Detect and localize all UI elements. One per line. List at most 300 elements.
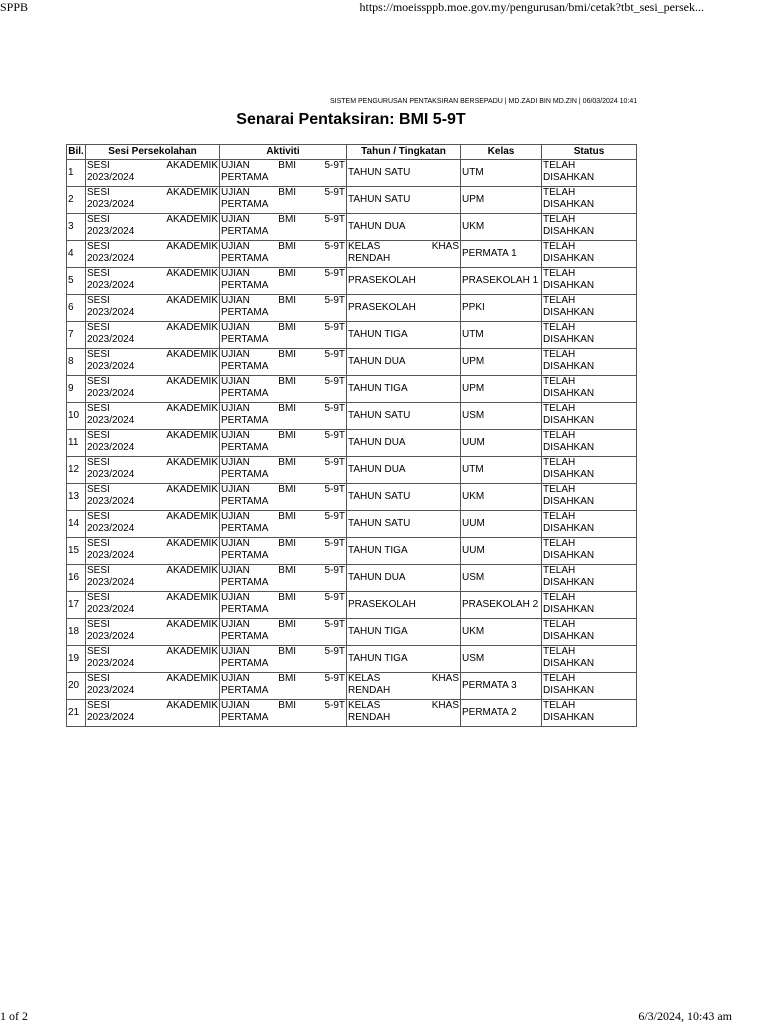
page-title: Senarai Pentaksiran: BMI 5-9T: [236, 111, 466, 128]
table-row: [67, 457, 637, 484]
sesi-akademik: AKADEMIK: [166, 646, 218, 657]
status-line1: TELAH: [543, 592, 576, 603]
aktiviti-code: 5-9T: [324, 592, 345, 603]
status-line1: TELAH: [543, 484, 576, 495]
cell-kelas: UUM: [461, 511, 542, 538]
aktiviti-code: 5-9T: [324, 241, 345, 252]
cell-bil: 2: [67, 187, 86, 214]
sesi-word: SESI: [87, 700, 110, 711]
status-line2: DISAHKAN: [543, 226, 595, 237]
cell-status: [542, 619, 637, 646]
sesi-akademik: AKADEMIK: [166, 511, 218, 522]
cell-tahun: [347, 241, 461, 268]
print-footer-page: 1 of 2: [0, 1009, 28, 1023]
cell-tahun: TAHUN SATU: [347, 403, 461, 430]
sesi-year: 2023/2024: [87, 604, 135, 615]
status-line2: DISAHKAN: [543, 172, 595, 183]
sesi-word: SESI: [87, 430, 110, 441]
status-line2: DISAHKAN: [543, 307, 595, 318]
cell-kelas: UKM: [461, 484, 542, 511]
cell-bil: 17: [67, 592, 86, 619]
sesi-word: SESI: [87, 160, 110, 171]
aktiviti-code: 5-9T: [324, 673, 345, 684]
table-row: [67, 322, 637, 349]
sesi-akademik: AKADEMIK: [166, 565, 218, 576]
table-row: [67, 349, 637, 376]
status-line2: DISAHKAN: [543, 631, 595, 642]
cell-aktiviti: [220, 403, 347, 430]
aktiviti-pertama: PERTAMA: [221, 415, 269, 426]
status-line1: TELAH: [543, 376, 576, 387]
cell-status: [542, 295, 637, 322]
cell-tahun: TAHUN DUA: [347, 430, 461, 457]
aktiviti-pertama: PERTAMA: [221, 172, 269, 183]
sesi-year: 2023/2024: [87, 496, 135, 507]
aktiviti-ujian: UJIAN: [221, 538, 250, 549]
aktiviti-code: 5-9T: [324, 403, 345, 414]
aktiviti-code: 5-9T: [324, 484, 345, 495]
sesi-akademik: AKADEMIK: [166, 160, 218, 171]
aktiviti-code: 5-9T: [324, 700, 345, 711]
cell-sesi: [86, 214, 220, 241]
sesi-akademik: AKADEMIK: [166, 295, 218, 306]
cell-bil: 20: [67, 673, 86, 700]
cell-aktiviti: [220, 160, 347, 187]
aktiviti-bmi: BMI: [278, 349, 297, 360]
cell-kelas: USM: [461, 403, 542, 430]
table-row: [67, 565, 637, 592]
cell-status: [542, 403, 637, 430]
aktiviti-ujian: UJIAN: [221, 484, 250, 495]
cell-kelas: UPM: [461, 187, 542, 214]
print-header-title: SPPB: [0, 0, 29, 14]
cell-sesi: [86, 646, 220, 673]
sesi-akademik: AKADEMIK: [166, 322, 218, 333]
cell-tahun: TAHUN SATU: [347, 511, 461, 538]
aktiviti-pertama: PERTAMA: [221, 199, 269, 210]
cell-aktiviti: [220, 187, 347, 214]
aktiviti-ujian: UJIAN: [221, 403, 250, 414]
status-line1: TELAH: [543, 430, 576, 441]
aktiviti-bmi: BMI: [278, 700, 297, 711]
cell-bil: 1: [67, 160, 86, 187]
aktiviti-code: 5-9T: [324, 160, 345, 171]
cell-aktiviti: [220, 349, 347, 376]
aktiviti-pertama: PERTAMA: [221, 334, 269, 345]
sesi-akademik: AKADEMIK: [166, 403, 218, 414]
aktiviti-bmi: BMI: [278, 376, 297, 387]
sesi-akademik: AKADEMIK: [166, 430, 218, 441]
aktiviti-code: 5-9T: [324, 511, 345, 522]
cell-sesi: [86, 565, 220, 592]
aktiviti-code: 5-9T: [324, 430, 345, 441]
sesi-year: 2023/2024: [87, 577, 135, 588]
aktiviti-pertama: PERTAMA: [221, 253, 269, 264]
status-line1: TELAH: [543, 511, 576, 522]
sesi-akademik: AKADEMIK: [166, 187, 218, 198]
cell-sesi: [86, 268, 220, 295]
table-row: [67, 214, 637, 241]
cell-status: [542, 241, 637, 268]
cell-tahun: PRASEKOLAH: [347, 295, 461, 322]
status-line2: DISAHKAN: [543, 415, 595, 426]
cell-status: [542, 322, 637, 349]
sesi-akademik: AKADEMIK: [166, 700, 218, 711]
aktiviti-ujian: UJIAN: [221, 430, 250, 441]
cell-status: [542, 160, 637, 187]
cell-sesi: [86, 592, 220, 619]
status-line1: TELAH: [543, 673, 576, 684]
sesi-year: 2023/2024: [87, 631, 135, 642]
cell-aktiviti: [220, 592, 347, 619]
aktiviti-code: 5-9T: [324, 646, 345, 657]
cell-bil: 3: [67, 214, 86, 241]
cell-aktiviti: [220, 484, 347, 511]
cell-kelas: UPM: [461, 349, 542, 376]
cell-aktiviti: [220, 268, 347, 295]
sesi-akademik: AKADEMIK: [166, 592, 218, 603]
cell-sesi: [86, 160, 220, 187]
aktiviti-bmi: BMI: [278, 673, 297, 684]
sesi-akademik: AKADEMIK: [166, 538, 218, 549]
sesi-year: 2023/2024: [87, 685, 135, 696]
aktiviti-ujian: UJIAN: [221, 214, 250, 225]
aktiviti-pertama: PERTAMA: [221, 307, 269, 318]
aktiviti-bmi: BMI: [278, 241, 297, 252]
cell-sesi: [86, 403, 220, 430]
cell-tahun: TAHUN TIGA: [347, 646, 461, 673]
cell-tahun: PRASEKOLAH: [347, 592, 461, 619]
aktiviti-ujian: UJIAN: [221, 457, 250, 468]
aktiviti-ujian: UJIAN: [221, 322, 250, 333]
cell-aktiviti: [220, 619, 347, 646]
cell-kelas: USM: [461, 565, 542, 592]
cell-aktiviti: [220, 214, 347, 241]
cell-aktiviti: [220, 538, 347, 565]
table-row: [67, 268, 637, 295]
cell-aktiviti: [220, 511, 347, 538]
cell-bil: 9: [67, 376, 86, 403]
table-row: [67, 160, 637, 187]
sesi-word: SESI: [87, 592, 110, 603]
cell-status: [542, 457, 637, 484]
print-header-url: https://moeissppb.moe.gov.my/pengurusan/bmi/cetak?tbt_sesi_persek...: [359, 0, 704, 14]
status-line2: DISAHKAN: [543, 685, 595, 696]
aktiviti-code: 5-9T: [324, 214, 345, 225]
aktiviti-code: 5-9T: [324, 565, 345, 576]
cell-bil: 19: [67, 646, 86, 673]
cell-sesi: [86, 430, 220, 457]
status-line1: TELAH: [543, 322, 576, 333]
aktiviti-code: 5-9T: [324, 457, 345, 468]
aktiviti-pertama: PERTAMA: [221, 712, 269, 723]
aktiviti-bmi: BMI: [278, 457, 297, 468]
cell-aktiviti: [220, 565, 347, 592]
sesi-word: SESI: [87, 295, 110, 306]
assessment-table: [66, 144, 637, 727]
sesi-year: 2023/2024: [87, 469, 135, 480]
aktiviti-code: 5-9T: [324, 349, 345, 360]
aktiviti-pertama: PERTAMA: [221, 361, 269, 372]
cell-bil: 21: [67, 700, 86, 727]
aktiviti-ujian: UJIAN: [221, 565, 250, 576]
aktiviti-pertama: PERTAMA: [221, 631, 269, 642]
aktiviti-ujian: UJIAN: [221, 241, 250, 252]
sesi-year: 2023/2024: [87, 523, 135, 534]
status-line1: TELAH: [543, 619, 576, 630]
sesi-year: 2023/2024: [87, 307, 135, 318]
cell-status: [542, 214, 637, 241]
aktiviti-ujian: UJIAN: [221, 673, 250, 684]
cell-aktiviti: [220, 295, 347, 322]
sesi-akademik: AKADEMIK: [166, 241, 218, 252]
aktiviti-ujian: UJIAN: [221, 349, 250, 360]
cell-bil: 5: [67, 268, 86, 295]
aktiviti-bmi: BMI: [278, 484, 297, 495]
status-line1: TELAH: [543, 538, 576, 549]
cell-bil: 10: [67, 403, 86, 430]
cell-status: [542, 268, 637, 295]
sesi-word: SESI: [87, 511, 110, 522]
sesi-year: 2023/2024: [87, 361, 135, 372]
aktiviti-pertama: PERTAMA: [221, 550, 269, 561]
aktiviti-code: 5-9T: [324, 619, 345, 630]
aktiviti-pertama: PERTAMA: [221, 577, 269, 588]
cell-tahun: TAHUN TIGA: [347, 322, 461, 349]
status-line1: TELAH: [543, 295, 576, 306]
aktiviti-pertama: PERTAMA: [221, 226, 269, 237]
status-line2: DISAHKAN: [543, 199, 595, 210]
status-line2: DISAHKAN: [543, 253, 595, 264]
cell-tahun: TAHUN SATU: [347, 187, 461, 214]
table-row: [67, 538, 637, 565]
table-row: [67, 295, 637, 322]
cell-kelas: PRASEKOLAH 1: [461, 268, 542, 295]
cell-status: [542, 484, 637, 511]
sesi-word: SESI: [87, 619, 110, 630]
aktiviti-bmi: BMI: [278, 646, 297, 657]
sesi-word: SESI: [87, 349, 110, 360]
tahun-text: KELAS KHAS RENDAH: [348, 673, 459, 696]
sesi-word: SESI: [87, 214, 110, 225]
cell-kelas: PPKI: [461, 295, 542, 322]
cell-sesi: [86, 322, 220, 349]
cell-bil: 11: [67, 430, 86, 457]
status-line1: TELAH: [543, 241, 576, 252]
cell-kelas: UKM: [461, 619, 542, 646]
cell-status: [542, 565, 637, 592]
aktiviti-pertama: PERTAMA: [221, 604, 269, 615]
cell-status: [542, 700, 637, 727]
col-header-tahun: Tahun / Tingkatan: [347, 145, 461, 160]
sesi-word: SESI: [87, 403, 110, 414]
col-header-kelas: Kelas: [461, 145, 542, 160]
status-line1: TELAH: [543, 160, 576, 171]
sesi-year: 2023/2024: [87, 253, 135, 264]
status-line2: DISAHKAN: [543, 442, 595, 453]
cell-kelas: PERMATA 3: [461, 673, 542, 700]
cell-aktiviti: [220, 322, 347, 349]
aktiviti-bmi: BMI: [278, 295, 297, 306]
aktiviti-pertama: PERTAMA: [221, 496, 269, 507]
aktiviti-bmi: BMI: [278, 268, 297, 279]
cell-aktiviti: [220, 646, 347, 673]
cell-sesi: [86, 295, 220, 322]
cell-sesi: [86, 376, 220, 403]
cell-status: [542, 430, 637, 457]
aktiviti-ujian: UJIAN: [221, 187, 250, 198]
aktiviti-pertama: PERTAMA: [221, 523, 269, 534]
aktiviti-bmi: BMI: [278, 403, 297, 414]
aktiviti-pertama: PERTAMA: [221, 388, 269, 399]
cell-sesi: [86, 673, 220, 700]
sesi-word: SESI: [87, 565, 110, 576]
cell-sesi: [86, 619, 220, 646]
sesi-word: SESI: [87, 673, 110, 684]
table-row: [67, 592, 637, 619]
cell-tahun: TAHUN TIGA: [347, 619, 461, 646]
col-header-sesi: Sesi Persekolahan: [86, 145, 220, 160]
table-row: [67, 700, 637, 727]
status-line2: DISAHKAN: [543, 334, 595, 345]
cell-bil: 18: [67, 619, 86, 646]
status-line2: DISAHKAN: [543, 388, 595, 399]
status-line2: DISAHKAN: [543, 496, 595, 507]
cell-aktiviti: [220, 673, 347, 700]
aktiviti-code: 5-9T: [324, 538, 345, 549]
table-row: [67, 241, 637, 268]
cell-tahun: TAHUN DUA: [347, 457, 461, 484]
cell-status: [542, 349, 637, 376]
cell-bil: 6: [67, 295, 86, 322]
status-line2: DISAHKAN: [543, 712, 595, 723]
aktiviti-bmi: BMI: [278, 187, 297, 198]
table-row: [67, 430, 637, 457]
col-header-status: Status: [542, 145, 637, 160]
print-footer-datetime: 6/3/2024, 10:43 am: [638, 1009, 732, 1023]
aktiviti-code: 5-9T: [324, 268, 345, 279]
aktiviti-code: 5-9T: [324, 322, 345, 333]
cell-kelas: UTM: [461, 322, 542, 349]
aktiviti-ujian: UJIAN: [221, 646, 250, 657]
cell-tahun: [347, 673, 461, 700]
cell-bil: 4: [67, 241, 86, 268]
status-line2: DISAHKAN: [543, 361, 595, 372]
sesi-akademik: AKADEMIK: [166, 268, 218, 279]
sesi-word: SESI: [87, 646, 110, 657]
cell-kelas: PERMATA 2: [461, 700, 542, 727]
cell-sesi: [86, 349, 220, 376]
cell-tahun: TAHUN TIGA: [347, 538, 461, 565]
cell-bil: 13: [67, 484, 86, 511]
status-line2: DISAHKAN: [543, 577, 595, 588]
table-row: [67, 403, 637, 430]
cell-kelas: PERMATA 1: [461, 241, 542, 268]
sesi-word: SESI: [87, 268, 110, 279]
cell-sesi: [86, 187, 220, 214]
cell-sesi: [86, 241, 220, 268]
aktiviti-pertama: PERTAMA: [221, 658, 269, 669]
cell-bil: 8: [67, 349, 86, 376]
sesi-word: SESI: [87, 187, 110, 198]
aktiviti-ujian: UJIAN: [221, 592, 250, 603]
cell-bil: 14: [67, 511, 86, 538]
cell-tahun: [347, 700, 461, 727]
cell-status: [542, 592, 637, 619]
sesi-year: 2023/2024: [87, 172, 135, 183]
aktiviti-ujian: UJIAN: [221, 511, 250, 522]
status-line1: TELAH: [543, 268, 576, 279]
cell-kelas: UTM: [461, 457, 542, 484]
cell-tahun: TAHUN SATU: [347, 160, 461, 187]
cell-status: [542, 187, 637, 214]
cell-aktiviti: [220, 241, 347, 268]
cell-sesi: [86, 700, 220, 727]
status-line2: DISAHKAN: [543, 550, 595, 561]
cell-status: [542, 376, 637, 403]
aktiviti-pertama: PERTAMA: [221, 280, 269, 291]
sesi-word: SESI: [87, 241, 110, 252]
sesi-akademik: AKADEMIK: [166, 376, 218, 387]
aktiviti-ujian: UJIAN: [221, 295, 250, 306]
sesi-akademik: AKADEMIK: [166, 349, 218, 360]
sesi-akademik: AKADEMIK: [166, 619, 218, 630]
aktiviti-bmi: BMI: [278, 592, 297, 603]
cell-kelas: UUM: [461, 430, 542, 457]
aktiviti-code: 5-9T: [324, 187, 345, 198]
tahun-text: KELAS KHAS RENDAH: [348, 241, 459, 264]
cell-tahun: TAHUN DUA: [347, 565, 461, 592]
table-row: [67, 484, 637, 511]
cell-tahun: TAHUN DUA: [347, 214, 461, 241]
status-line1: TELAH: [543, 187, 576, 198]
cell-status: [542, 511, 637, 538]
system-info-line: SISTEM PENGURUSAN PENTAKSIRAN BERSEPADU | MD.ZADI BIN MD.ZIN | 06/03/2024 10:41: [330, 98, 638, 105]
cell-tahun: PRASEKOLAH: [347, 268, 461, 295]
aktiviti-ujian: UJIAN: [221, 619, 250, 630]
sesi-year: 2023/2024: [87, 199, 135, 210]
tahun-text: KELAS KHAS RENDAH: [348, 700, 459, 723]
cell-bil: 12: [67, 457, 86, 484]
aktiviti-code: 5-9T: [324, 295, 345, 306]
table-row: [67, 511, 637, 538]
cell-aktiviti: [220, 376, 347, 403]
aktiviti-bmi: BMI: [278, 538, 297, 549]
aktiviti-ujian: UJIAN: [221, 376, 250, 387]
cell-aktiviti: [220, 457, 347, 484]
status-line1: TELAH: [543, 457, 576, 468]
sesi-year: 2023/2024: [87, 712, 135, 723]
sesi-year: 2023/2024: [87, 280, 135, 291]
sesi-akademik: AKADEMIK: [166, 457, 218, 468]
aktiviti-pertama: PERTAMA: [221, 685, 269, 696]
aktiviti-ujian: UJIAN: [221, 700, 250, 711]
sesi-year: 2023/2024: [87, 658, 135, 669]
table-row: [67, 187, 637, 214]
aktiviti-bmi: BMI: [278, 511, 297, 522]
cell-kelas: UPM: [461, 376, 542, 403]
cell-kelas: UTM: [461, 160, 542, 187]
sesi-akademik: AKADEMIK: [166, 673, 218, 684]
status-line2: DISAHKAN: [543, 469, 595, 480]
status-line1: TELAH: [543, 700, 576, 711]
status-line1: TELAH: [543, 214, 576, 225]
cell-kelas: UUM: [461, 538, 542, 565]
aktiviti-pertama: PERTAMA: [221, 469, 269, 480]
cell-kelas: UKM: [461, 214, 542, 241]
status-line2: DISAHKAN: [543, 658, 595, 669]
sesi-word: SESI: [87, 322, 110, 333]
